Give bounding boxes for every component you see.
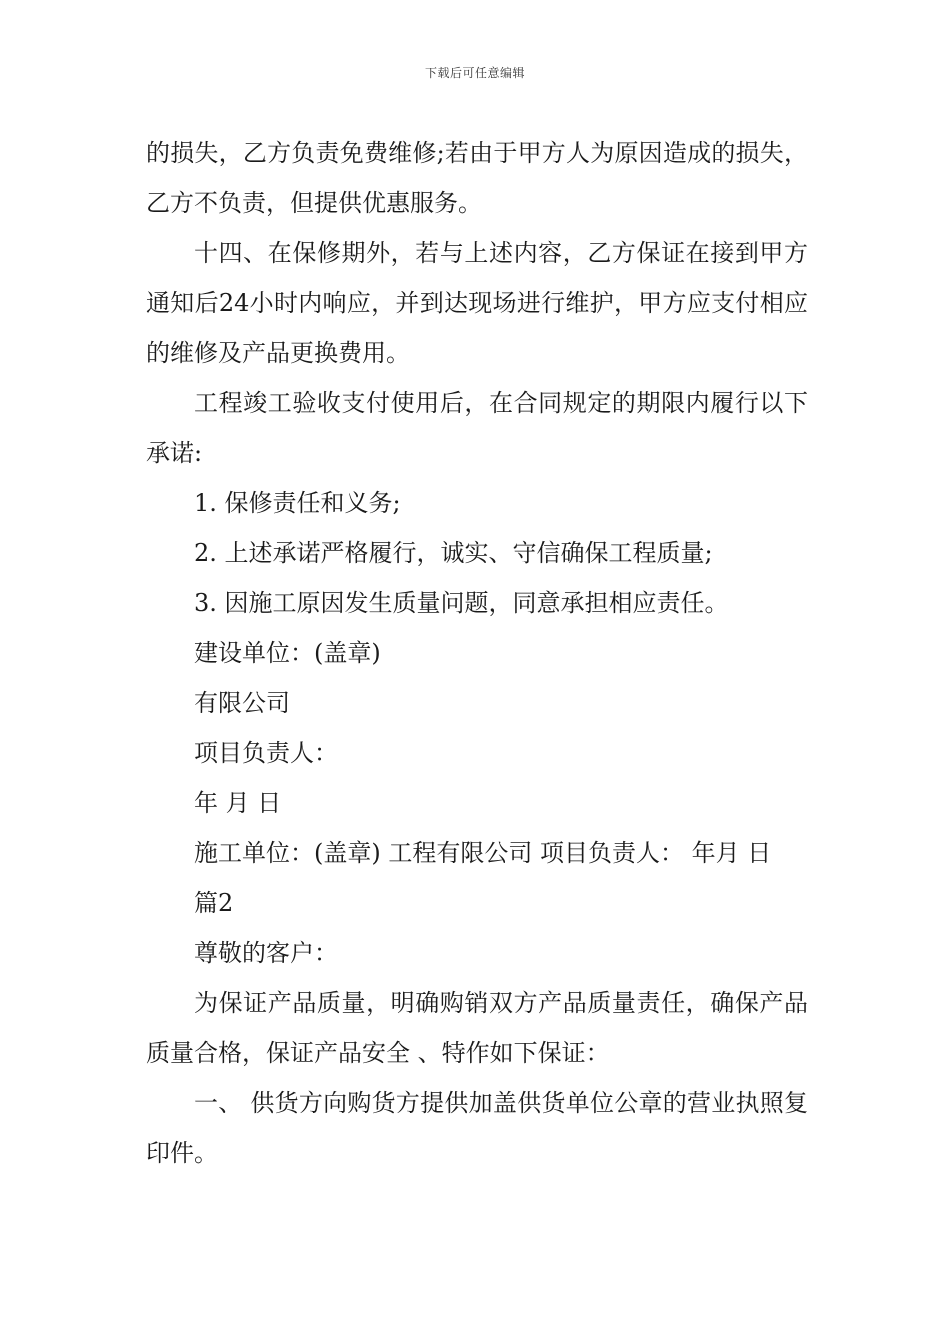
construction-unit-label: 建设单位：(盖章) (194, 639, 381, 667)
document-body (146, 128, 808, 1178)
page-header: 下载后可任意编辑 (424, 66, 525, 80)
project-lead-label: 项目负责人： (194, 739, 338, 767)
paragraph-loss-clause: 的损失，乙方负责免费维修;若由于甲方人为原因造成的损失，乙方不负责，但提供优惠服务。 (146, 139, 808, 217)
paragraph-guarantee-intro: 为保证产品质量，明确购销双方产品质量责任，确保产品质量合格，保证产品安全 、特作如下保证： (146, 989, 808, 1067)
list-item-2: 2. 上述承诺严格履行，诚实、守信确保工程质量; (194, 539, 713, 567)
list-item-3: 3. 因施工原因发生质量问题，同意承担相应责任。 (194, 589, 729, 617)
contractor-signature-line: 施工单位：(盖章) 工程有限公司 项目负责人： 年月 日 (194, 839, 772, 867)
paragraph-item-one: 一、 供货方向购货方提供加盖供货单位公章的营业执照复印件。 (146, 1089, 808, 1167)
section-heading: 篇2 (194, 889, 234, 917)
paragraph-commitment-intro: 工程竣工验收支付使用后，在合同规定的期限内履行以下承诺: (146, 389, 808, 467)
paragraph-clause-14: 十四、在保修期外，若与上述内容，乙方保证在接到甲方通知后24小时内响应，并到达现场进行维护，甲方应支付相应的维修及产品更换费用。 (146, 239, 808, 367)
company-name: 有限公司 (194, 689, 290, 717)
salutation: 尊敬的客户： (194, 939, 338, 967)
date-line: 年 月 日 (194, 789, 282, 817)
list-item-1: 1. 保修责任和义务; (194, 489, 401, 517)
